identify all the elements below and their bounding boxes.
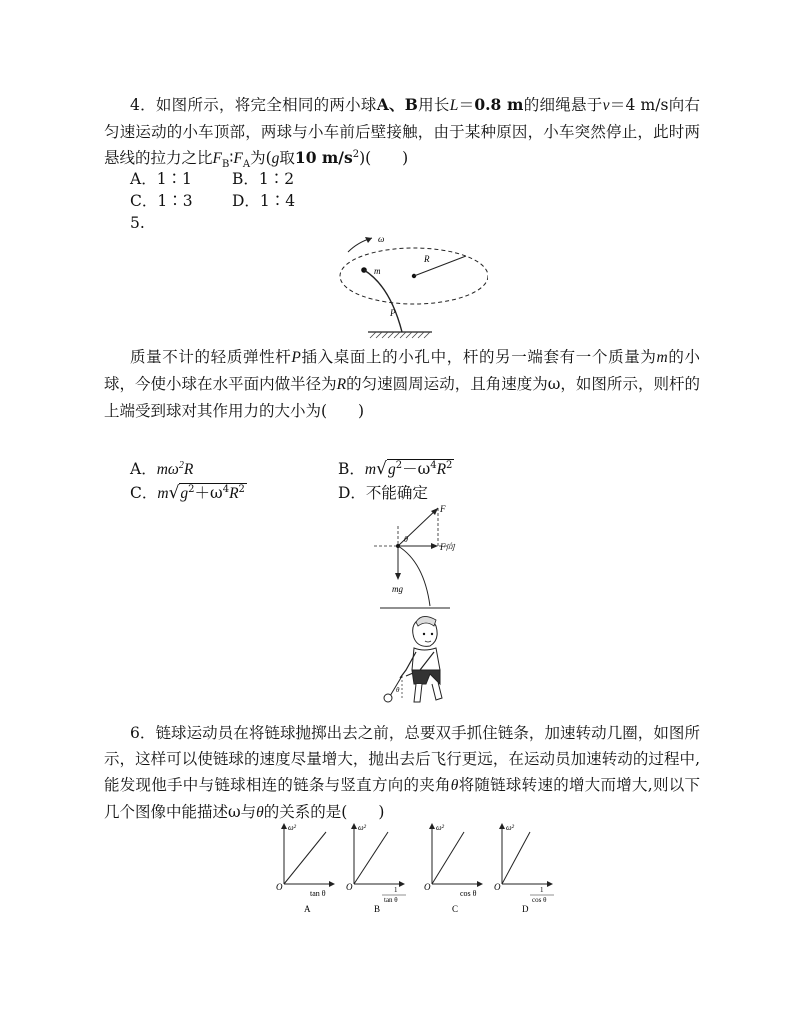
svg-text:C: C	[452, 904, 459, 914]
mass-label: m	[374, 266, 381, 276]
svg-text:B: B	[374, 904, 381, 914]
force-diagram	[372, 500, 462, 612]
q5-option-b-expr: $g^2-\omega^4R^2$	[387, 459, 453, 478]
svg-text:O: O	[346, 882, 353, 892]
svg-text:ω²: ω²	[436, 823, 445, 832]
thrower-theta-label: θ	[396, 686, 400, 694]
q5-number: 5.	[130, 214, 145, 232]
svg-text:D: D	[522, 904, 529, 914]
rod-label: P	[390, 308, 396, 318]
q6-graph-options	[268, 818, 564, 918]
q5-option-a[interactable]: A．$m\omega^2R$	[130, 459, 194, 478]
svg-text:ω²: ω²	[506, 823, 515, 832]
svg-text:O: O	[424, 882, 431, 892]
force-fn-label: F向	[440, 542, 455, 552]
question-5-text: 质量不计的轻质弹性杆P插入桌面上的小孔中，杆的另一端套有一个质量为m的小球，今使小球在水平面内做半径为R的匀速圆周运动，且角速度为ω，如图所示，则杆的上端受到球对其作用力的大小为( )	[104, 348, 700, 420]
hammer-thrower-figure	[370, 612, 450, 708]
q4-option-a[interactable]: A．1∶1	[130, 170, 192, 188]
svg-text:O: O	[494, 882, 501, 892]
q5-option-c-expr: $g^2+\omega^4R^2$	[180, 483, 245, 502]
q4-option-b[interactable]: B．1∶2	[232, 170, 295, 188]
force-mg-label: mg	[392, 584, 403, 594]
q5-option-d[interactable]: D．不能确定	[338, 484, 428, 502]
omega-label: ω	[378, 234, 385, 244]
graph-b[interactable]	[346, 823, 406, 914]
q5-option-c[interactable]: C．$m√g^2+\omega^4R^2$	[130, 483, 245, 503]
force-f-label: F	[440, 504, 446, 514]
question-4-text: 4．如图所示，将完全相同的两小球A、B用长L＝0.8 m的细绳悬于v＝4 m/s向右匀速运动的小车顶部，两球与小车前后壁接触，由于某种原因，小车突然停止，此时两悬线的拉力之比$F_B∶F_A$为(g取10 $m/s^2$)( )	[104, 95, 700, 171]
q5-rod-figure	[328, 228, 488, 340]
svg-text:tan θ: tan θ	[310, 889, 326, 898]
svg-text:A: A	[304, 904, 311, 914]
graph-d[interactable]	[494, 823, 554, 914]
graph-c[interactable]	[424, 823, 482, 914]
question-6-text: 6．链球运动员在将链球抛掷出去之前，总要双手抓住链条，加速转动几圈，如图所示，这样可以使链球的速度尽量增大，抛出去后飞行更远，在运动员加速转动的过程中,能发现他手中与链球相连的链条与竖直方向的夹角θ将随链球转速的增大而增大,则以下几个图像中能描述ω与θ的关系的是( )	[104, 724, 700, 821]
svg-text:cos θ: cos θ	[460, 889, 477, 898]
q5-option-a-expr: $m\omega^2R$	[156, 459, 194, 478]
svg-text:tan θ: tan θ	[384, 896, 398, 904]
graph-a[interactable]	[276, 823, 334, 914]
svg-text:ω²: ω²	[358, 823, 367, 832]
svg-text:ω²: ω²	[288, 823, 297, 832]
svg-text:1: 1	[394, 886, 398, 894]
q5-option-b[interactable]: B．$m√g^2-\omega^4R^2$	[338, 459, 453, 479]
svg-text:1: 1	[540, 886, 544, 894]
q4-option-c[interactable]: C．1∶3	[130, 192, 193, 210]
force-theta-label: θ	[404, 535, 408, 544]
svg-text:O: O	[276, 882, 283, 892]
svg-text:cos θ: cos θ	[532, 896, 547, 904]
q4-option-d[interactable]: D．1∶4	[232, 192, 296, 210]
radius-label: R	[424, 254, 430, 264]
